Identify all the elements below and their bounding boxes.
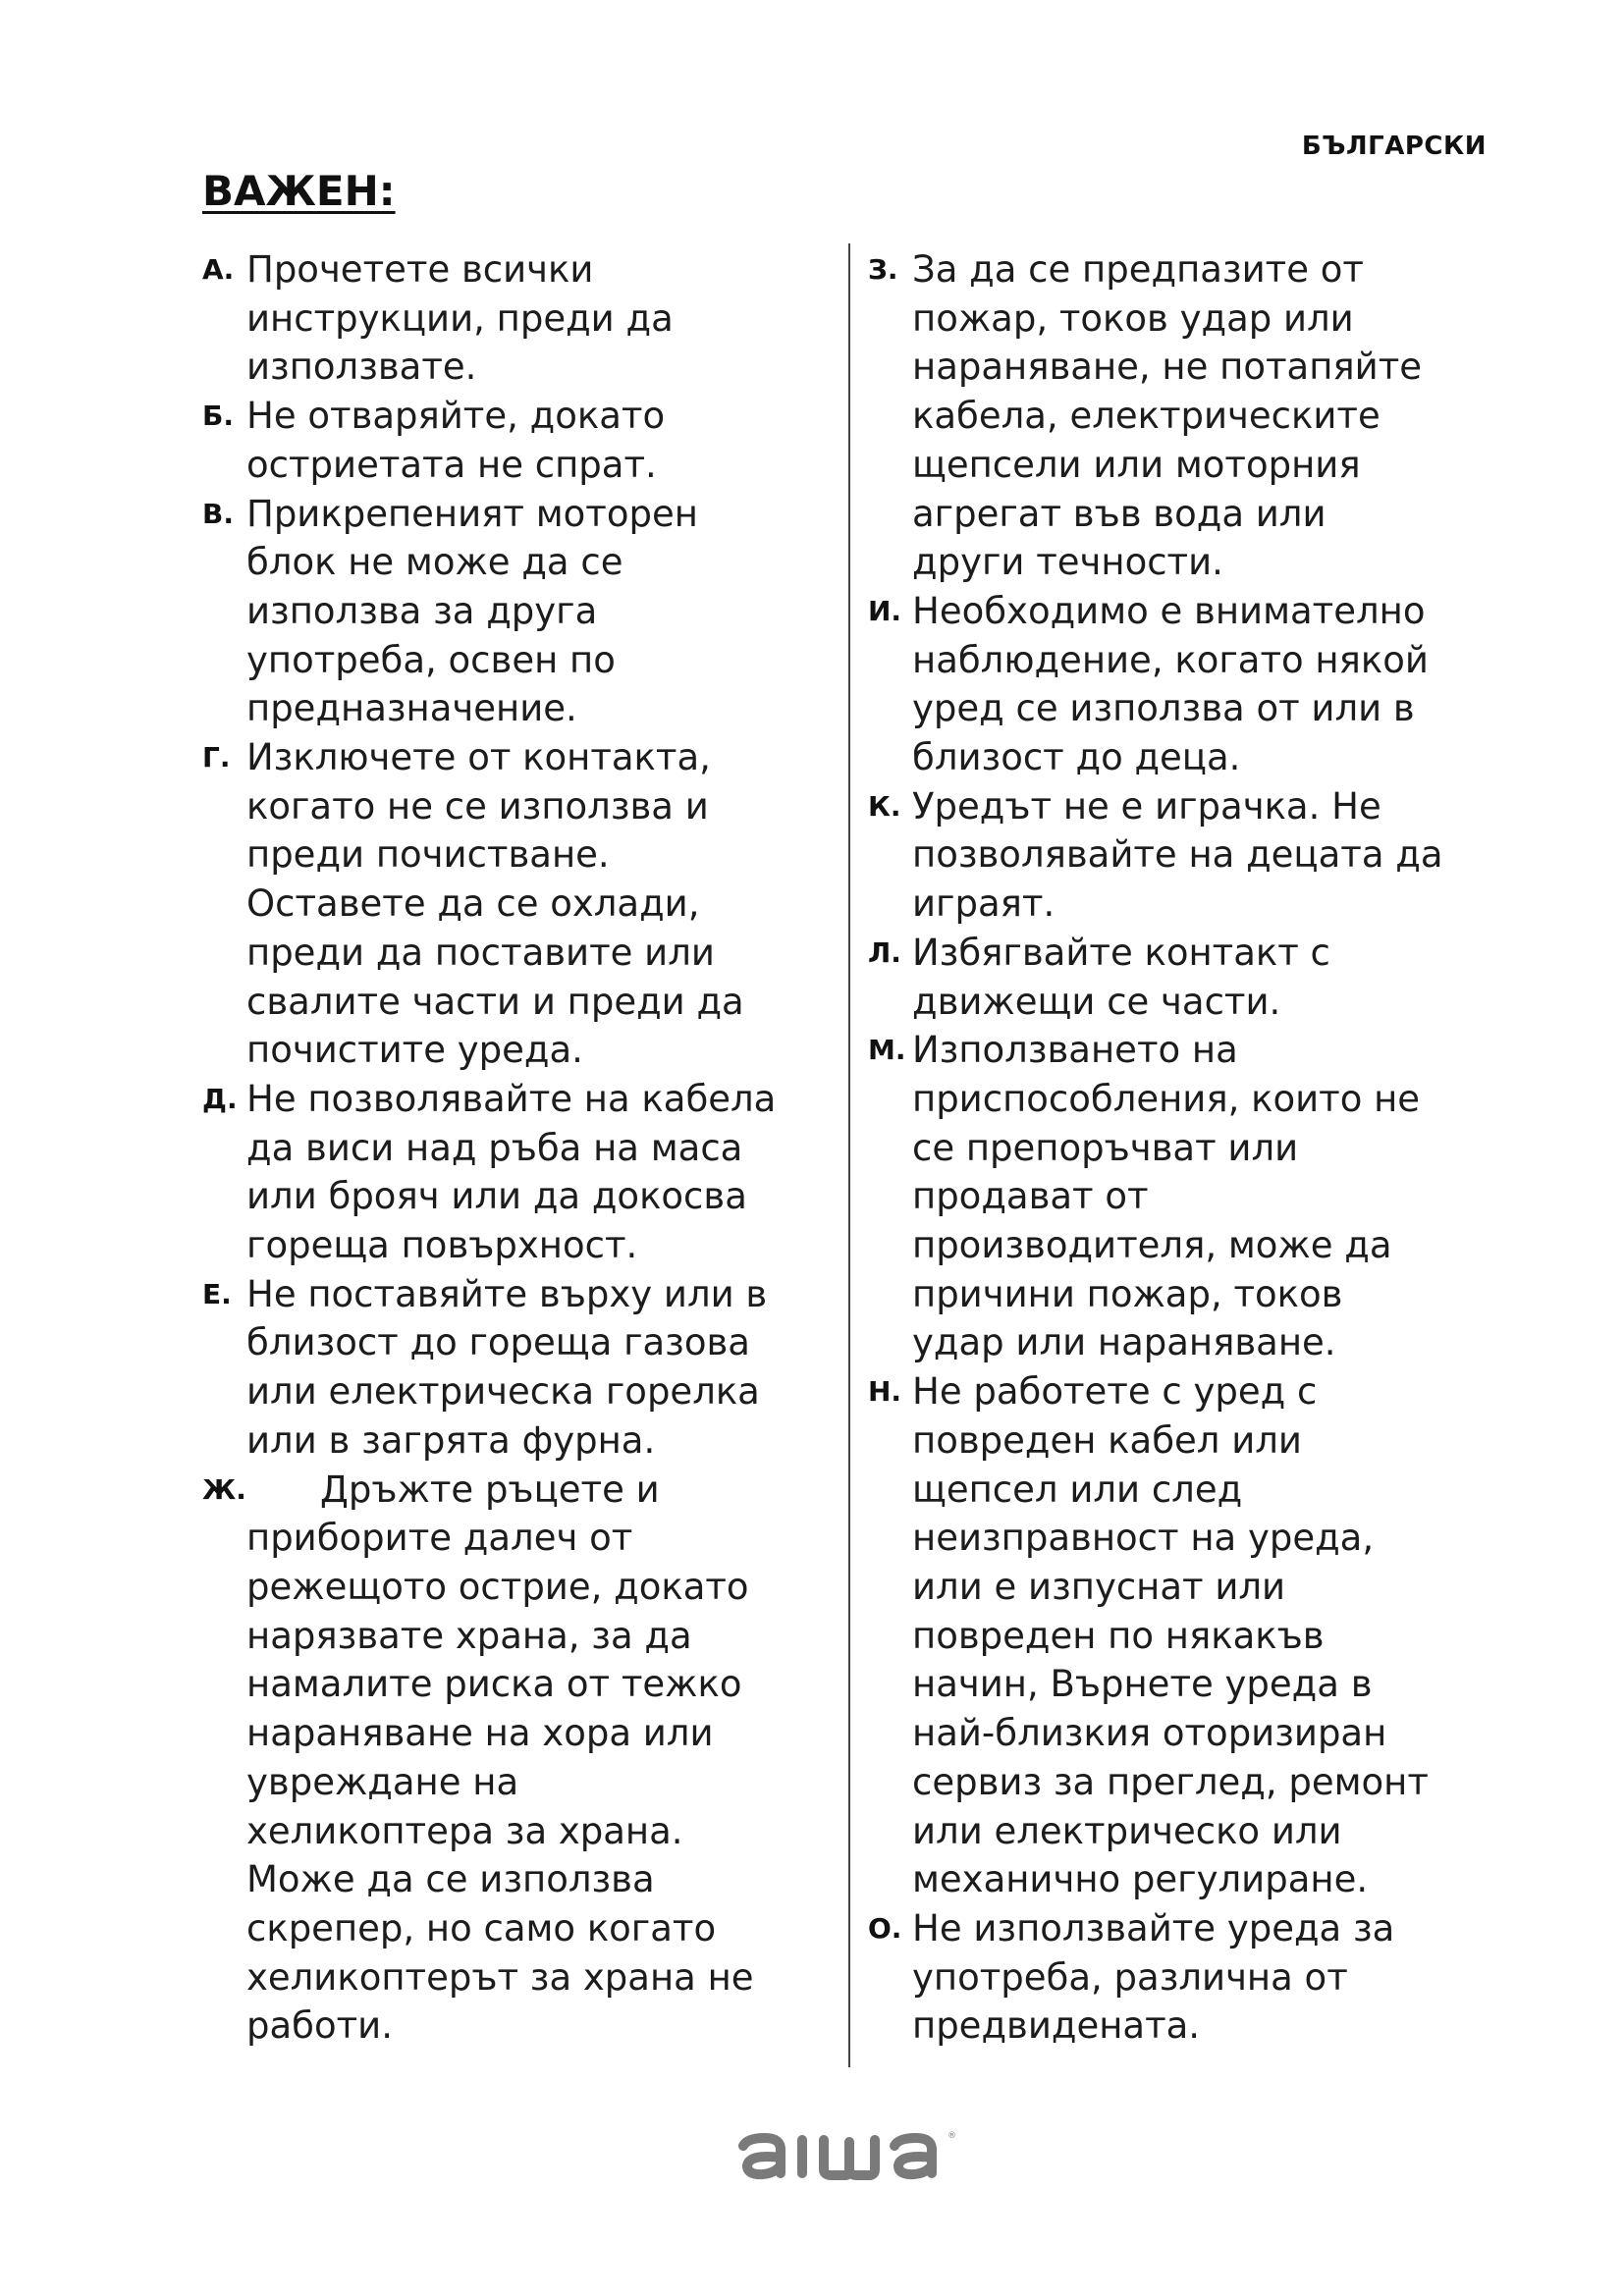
instruction-item-g [202,733,831,1075]
item-letter: В. [202,497,234,530]
column-divider [848,243,850,2067]
instruction-item-n [868,1367,1496,1904]
aiwa-logo [730,2120,965,2189]
item-letter: Б. [202,400,234,433]
item-letter: О. [868,1911,902,1945]
item-text: Не поставяйте върху или в близост до гореща газова или електрическа горелка или в загрята фурна. [246,1272,768,1462]
instruction-item-m [868,1026,1496,1367]
instruction-item-i [868,587,1496,782]
item-letter: З. [868,253,898,286]
instruction-item-z [868,245,1496,587]
left-instructions-list [202,245,831,2051]
instruction-item-e [202,1270,831,1466]
item-text: Необходимо е внимателно наблюдение, когато някой уред се използва от или в близост до деца. [912,589,1429,779]
item-text-first-line: Дръжте ръцете и [320,1468,660,1511]
item-text: Не позволявайте на кабела да виси над ръба на маса или брояч или да докосва гореща повърхност. [246,1077,777,1267]
item-letter: Е. [202,1277,232,1310]
instruction-item-a [202,245,831,392]
item-text: Уредът не е играчка. Не позволявайте на децата да играят. [912,784,1443,926]
item-letter: А. [202,253,235,286]
item-text: Не работете с уред с повреден кабел или щепсел или след неизправност на уреда, или е изпуснат или повреден по някакъв начин, Върнете уреда в най-близкия оторизиран сервиз за преглед, ремонт или електрическо или механично регулиране. [912,1370,1429,1901]
item-letter: И. [868,594,902,627]
item-letter: Л. [868,935,901,969]
item-text: Дръжте ръцете и приборите далеч от режещото острие, докато нарязвате храна, за да намалите риска от тежко нараняване на хора или увреждане на хеликоптера за храна. Може да се използва скрепер, но само когато хеликоптерът за храна не работи. [246,1466,831,2051]
item-letter: Ж. [202,1472,246,1506]
instruction-item-v [202,490,831,734]
item-text: Не отваряйте, докато остриетата не спрат. [246,395,666,486]
item-text: Използването на приспособления, които не се препоръчват или продават от производителя, може да причини пожар, токов удар или нараняване. [912,1029,1421,1364]
item-letter: Д. [202,1082,238,1115]
aiwa-logo-glyphs [743,2138,932,2175]
item-text: За да се предпазите от пожар, токов удар или нараняване, не потапяйте кабела, електрическите щепсели или моторния агрегат във вода или други течности. [912,248,1423,584]
instruction-item-k [868,782,1496,929]
page-title: ВАЖЕН: [202,167,396,215]
item-letter: Г. [202,741,231,774]
item-letter: Н. [868,1375,902,1409]
item-text: Прикрепеният моторен блок не може да се използва за друга употреба, освен по предназначение. [246,492,698,730]
right-instructions-list [868,245,1496,2051]
instruction-item-b [202,392,831,489]
registered-mark: ® [947,2131,956,2141]
language-label: БЪЛГАРСКИ [1301,132,1487,161]
item-letter: К. [868,789,901,823]
instruction-item-zh [202,1466,831,2051]
item-text: Изключете от контакта, когато не се използва и преди почистване. Оставете да се охлади, преди да поставите или свалите части и преди да почистите уреда. [246,736,744,1072]
instruction-item-l [868,929,1496,1026]
instruction-item-o [868,1904,1496,2051]
item-text: Избягвайте контакт с движещи се части. [912,931,1330,1023]
item-text: Не използвайте уреда за употреба, различна от предвидената. [912,1906,1395,2048]
item-letter: М. [868,1034,906,1067]
item-text: Прочетете всички инструкции, преди да използвате. [246,248,674,389]
instruction-item-d [202,1075,831,1270]
